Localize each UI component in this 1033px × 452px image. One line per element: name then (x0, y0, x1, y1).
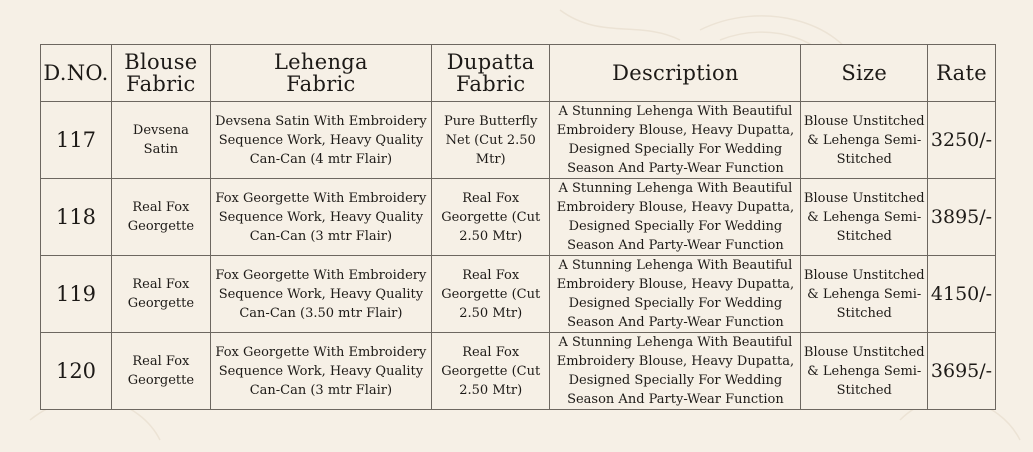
header-size: Size (801, 45, 928, 102)
header-lehenga-fabric: Lehenga Fabric (210, 45, 431, 102)
blouse-fabric: Real Fox Georgette (112, 256, 211, 333)
lehenga-fabric: Devsena Satin With Embroidery Sequence Work, Heavy Quality Can-Can (4 mtr Flair) (210, 102, 431, 179)
dupatta-fabric: Real Fox Georgette (Cut 2.50 Mtr) (432, 256, 550, 333)
dupatta-fabric: Real Fox Georgette (Cut 2.50 Mtr) (432, 333, 550, 410)
dupatta-fabric: Real Fox Georgette (Cut 2.50 Mtr) (432, 179, 550, 256)
table-row (41, 333, 996, 410)
size: Blouse Unstitched & Lehenga Semi-Stitched (801, 333, 928, 410)
table-row (41, 256, 996, 333)
header-dno: D.NO. (41, 45, 112, 102)
dupatta-fabric: Pure Butterfly Net (Cut 2.50 Mtr) (432, 102, 550, 179)
lehenga-fabric: Fox Georgette With Embroidery Sequence Work, Heavy Quality Can-Can (3.50 mtr Flair) (210, 256, 431, 333)
size: Blouse Unstitched & Lehenga Semi-Stitched (801, 256, 928, 333)
size: Blouse Unstitched & Lehenga Semi-Stitched (801, 179, 928, 256)
header-description: Description (550, 45, 801, 102)
header-rate: Rate (928, 45, 996, 102)
description: A Stunning Lehenga With Beautiful Embroidery Blouse, Heavy Dupatta, Designed Specially For Wedding Season And Party-Wear Function (550, 256, 801, 333)
description: A Stunning Lehenga With Beautiful Embroidery Blouse, Heavy Dupatta, Designed Specially For Wedding Season And Party-Wear Function (550, 333, 801, 410)
size: Blouse Unstitched & Lehenga Semi-Stitched (801, 102, 928, 179)
rate: 3250/- (928, 102, 996, 179)
design-number: 117 (41, 102, 112, 179)
blouse-fabric: Real Fox Georgette (112, 333, 211, 410)
rate: 4150/- (928, 256, 996, 333)
table-row (41, 179, 996, 256)
header-row (41, 45, 996, 102)
blouse-fabric: Devsena Satin (112, 102, 211, 179)
header-dupatta-fabric: Dupatta Fabric (432, 45, 550, 102)
design-number: 120 (41, 333, 112, 410)
design-number: 119 (41, 256, 112, 333)
description: A Stunning Lehenga With Beautiful Embroidery Blouse, Heavy Dupatta, Designed Specially For Wedding Season And Party-Wear Function (550, 179, 801, 256)
header-blouse-fabric: Blouse Fabric (112, 45, 211, 102)
lehenga-fabric: Fox Georgette With Embroidery Sequence Work, Heavy Quality Can-Can (3 mtr Flair) (210, 333, 431, 410)
lehenga-fabric: Fox Georgette With Embroidery Sequence Work, Heavy Quality Can-Can (3 mtr Flair) (210, 179, 431, 256)
rate: 3695/- (928, 333, 996, 410)
product-rate-table (40, 44, 996, 410)
description: A Stunning Lehenga With Beautiful Embroidery Blouse, Heavy Dupatta, Designed Specially For Wedding Season And Party-Wear Function (550, 102, 801, 179)
rate: 3895/- (928, 179, 996, 256)
design-number: 118 (41, 179, 112, 256)
blouse-fabric: Real Fox Georgette (112, 179, 211, 256)
table-row (41, 102, 996, 179)
